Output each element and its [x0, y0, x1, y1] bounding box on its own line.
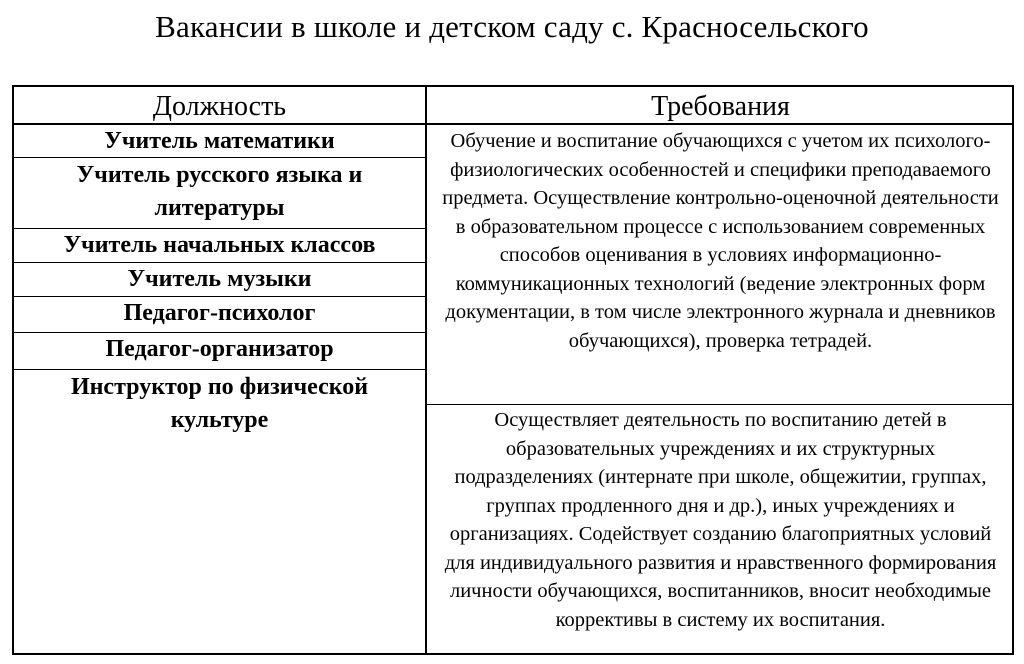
page-title: Вакансии в школе и детском саду с. Красносельского [155, 9, 869, 44]
requirements-cell-educators: Осуществляет деятельность по воспитанию детей в образовательных учреждениях и их структурных подразделениях (интернате при школе, общежитии, группах, группах продленного дня и др.), иных учреждениях и организациях. Содействует созданию благоприятных условий для индивидуального развития и нравственного формирования личности обучающихся, воспитанников, вносит необходимые коррективы в систему их воспитания. [444, 409, 997, 631]
position-cell-psychologist: Педагог-психолог [123, 300, 316, 326]
header-position: Должность [152, 91, 287, 122]
position-cell-math: Учитель математики [104, 128, 335, 154]
position-cell-organizer: Педагог-организатор [105, 336, 334, 362]
requirements-cell-teachers: Обучение и воспитание обучающихся с учетом их психолого-физиологических особенностей и специфики преподаваемого предмета. Осуществление контрольно-оценочной деятельности в образовательном процессе с использованием современных способов оценивания в условиях информационно-коммуникационных технологий (ведение электронных форм документации, в том числе электронного журнала и дневников обучающихся), проверка тетрадей. [442, 130, 999, 352]
position-cell-music: Учитель музыки [127, 266, 312, 292]
position-cell-pe: Инструктор по физической культуре [70, 374, 369, 433]
row-divider [14, 369, 425, 370]
header-requirements: Требования [651, 91, 790, 122]
vacancies-table [12, 85, 1014, 655]
position-cell-russian: Учитель русского языка и литературы [76, 162, 363, 221]
requirements-divider [427, 404, 1012, 405]
row-divider [14, 157, 425, 158]
position-cell-primary: Учитель начальных классов [63, 232, 376, 258]
